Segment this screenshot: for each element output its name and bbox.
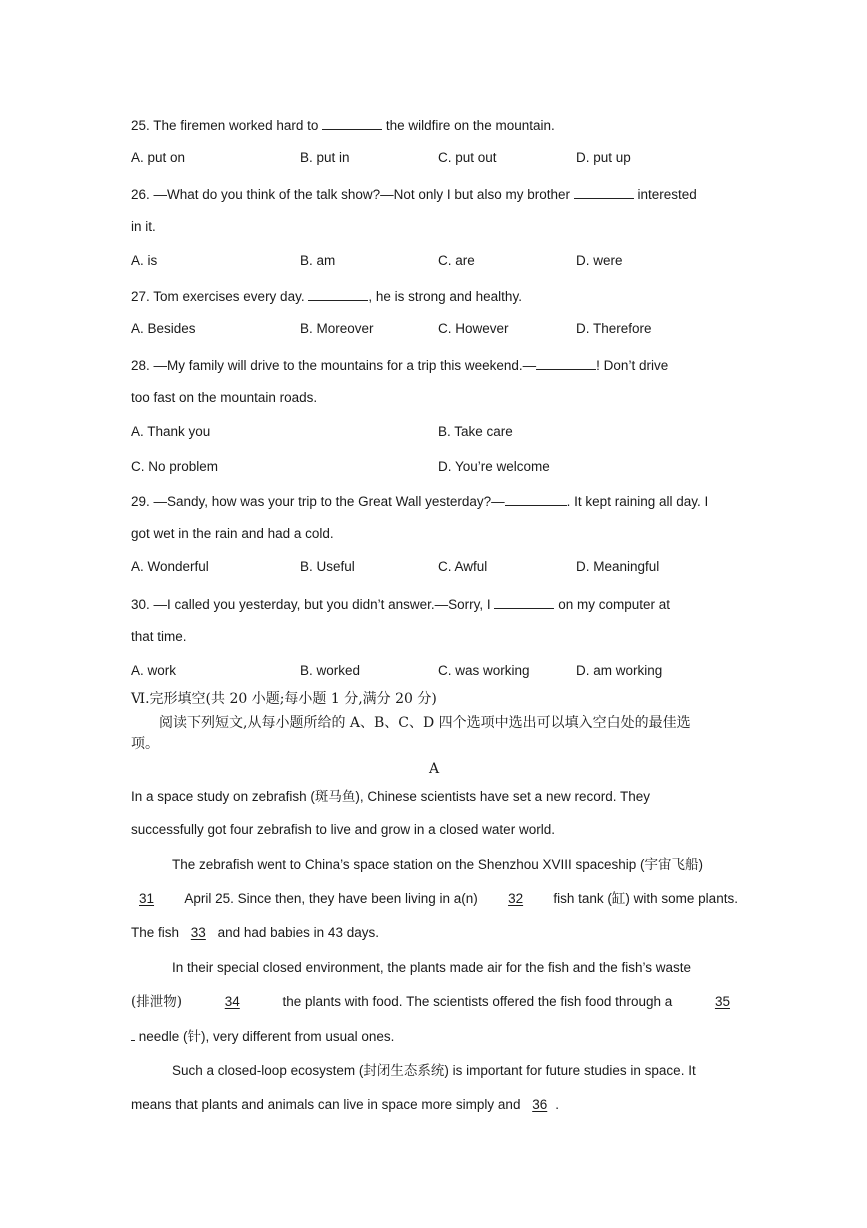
blank-32: 32 (508, 891, 524, 906)
question-26-stem-cont: in it. (131, 219, 156, 234)
blank-34: 34 (224, 994, 240, 1009)
passage-p1-line1: In a space study on zebrafish (斑马鱼), Chinese scientists have set a new record. They (131, 789, 650, 804)
option-d: D. put up (576, 150, 631, 165)
question-28-stem-cont: too fast on the mountain roads. (131, 390, 318, 405)
option-d: D. Therefore (576, 321, 652, 336)
option-a: A. work (131, 663, 177, 678)
passage-label: A (429, 761, 440, 777)
section-instruction-cont: 项。 (131, 736, 159, 752)
question-29-stem-cont: got wet in the rain and had a cold. (131, 526, 334, 541)
option-a: A. Besides (131, 321, 196, 336)
option-b: B. Take care (438, 424, 513, 439)
passage-p2-line1: The zebrafish went to China’s space station on the Shenzhou XVIII spaceship (宇宙飞船) (172, 857, 704, 872)
question-30-stem: 30. —I called you yesterday, but you didn’t answer.—Sorry, I on my computer at (131, 594, 670, 615)
option-d: D. were (576, 253, 623, 268)
passage-p2-line3: The fish 33 and had babies in 43 days. (131, 925, 379, 940)
passage-p4-line2: means that plants and animals can live in space more simply and 36 . (131, 1097, 560, 1112)
option-d: D. Meaningful (576, 559, 660, 574)
option-c: C. was working (438, 663, 530, 678)
option-c: C. No problem (131, 459, 219, 474)
question-29-stem: 29. —Sandy, how was your trip to the Great Wall yesterday?— . It kept raining all day. I (131, 491, 708, 512)
blank-36: 36 (532, 1097, 548, 1112)
option-a: A. Thank you (131, 424, 211, 439)
answer-blank (574, 184, 634, 199)
passage-p1-line2: successfully got four zebrafish to live and grow in a closed water world. (131, 822, 555, 837)
option-d: D. am working (576, 663, 663, 678)
option-a: A. put on (131, 150, 186, 165)
question-26-stem: 26. —What do you think of the talk show?—Not only I but also my brother interested (131, 184, 697, 205)
option-b: B. am (300, 253, 336, 268)
passage-p3-line1: In their special closed environment, the plants made air for the fish and the fish’s waste (172, 960, 692, 975)
blank-33: 33 (190, 925, 206, 940)
option-a: A. is (131, 253, 158, 268)
question-28-stem: 28. —My family will drive to the mountains for a trip this weekend.— ! Don’t drive (131, 355, 668, 376)
passage-p2-line2: 31 April 25. Since then, they have been living in a(n) 32 fish tank (缸) with some plants. (131, 889, 738, 909)
option-b: B. Useful (300, 559, 355, 574)
question-25-stem: 25. The firemen worked hard to the wildfire on the mountain. (131, 115, 555, 136)
blank-31: 31 (139, 891, 155, 906)
passage-p3-line3: needle (针), very different from usual ones. (131, 1026, 394, 1047)
question-30-stem-cont: that time. (131, 629, 187, 644)
section-heading: Ⅵ.完形填空(共 20 小题;每小题 1 分,满分 20 分) (131, 691, 437, 707)
answer-blank (322, 115, 382, 130)
option-c: C. are (438, 253, 475, 268)
answer-blank (308, 286, 368, 301)
option-c: C. Awful (438, 559, 488, 574)
answer-blank (505, 491, 567, 506)
section-instruction: 阅读下列短文,从每小题所给的 A、B、C、D 四个选项中选出可以填入空白处的最佳选 (159, 715, 691, 731)
passage-p3-line2: (排泄物) 34 the plants with food. The scientists offered the fish food through a 35 (131, 992, 738, 1012)
blank-35-underline-cont (131, 1026, 135, 1041)
answer-blank (494, 594, 554, 609)
option-b: B. Moreover (300, 321, 374, 336)
passage-p4-line1: Such a closed-loop ecosystem (封闭生态系统) is important for future studies in space. It (172, 1063, 696, 1078)
option-c: C. However (438, 321, 509, 336)
option-c: C. put out (438, 150, 497, 165)
option-b: B. put in (300, 150, 350, 165)
answer-blank (536, 355, 596, 370)
option-b: B. worked (300, 663, 361, 678)
option-d: D. You’re welcome (438, 459, 550, 474)
blank-35: 35 (714, 994, 730, 1009)
question-27-stem: 27. Tom exercises every day. , he is strong and healthy. (131, 286, 522, 307)
option-a: A. Wonderful (131, 559, 209, 574)
